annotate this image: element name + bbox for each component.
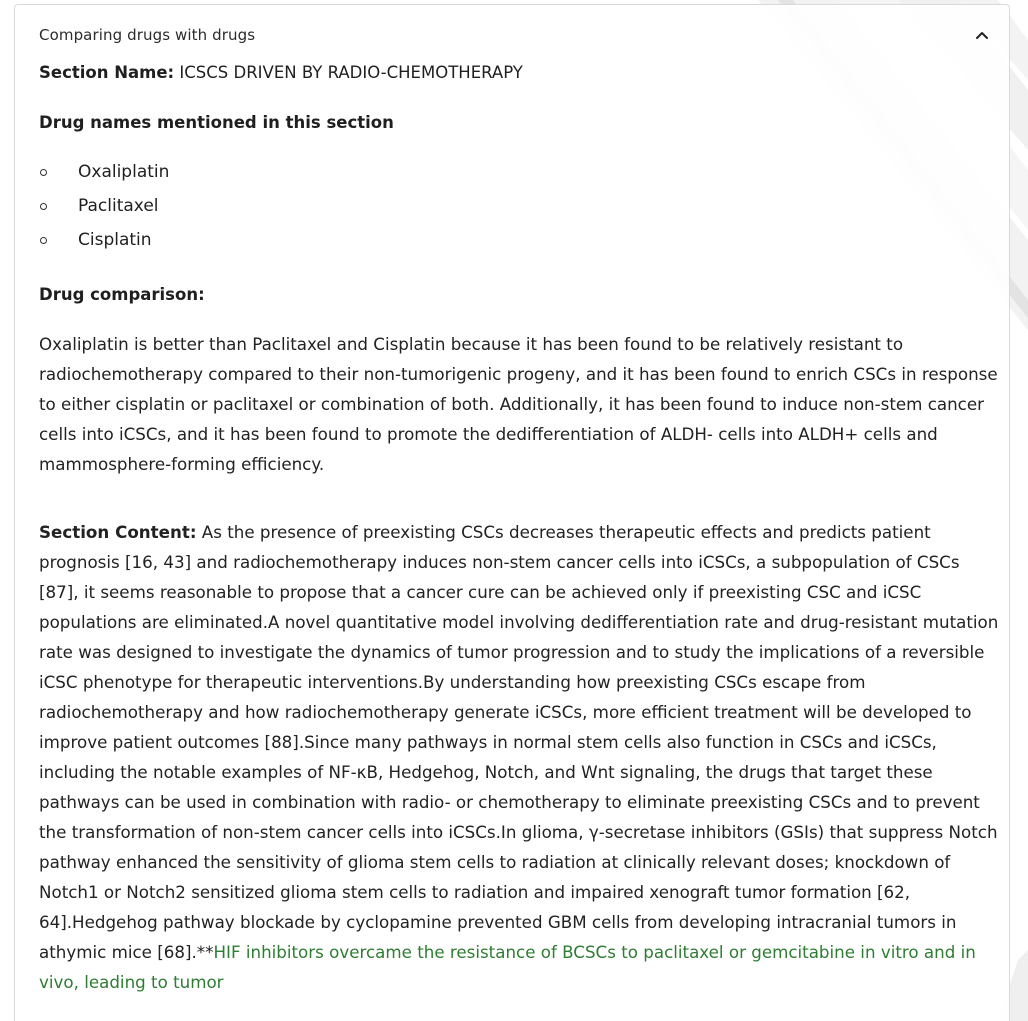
highlighted-text: HIF inhibitors overcame the resistance of BCSCs to paclitaxel or gemcitabine in vitro and in vivo, leading to tumor (39, 942, 976, 992)
list-item (39, 223, 999, 257)
section-content-label: Section Content: (39, 522, 197, 542)
drug-comparison-heading: Drug comparison: (39, 285, 205, 304)
panel-header[interactable] (39, 23, 985, 47)
list-item (39, 155, 999, 189)
section-name-value: ICSCS DRIVEN BY RADIO-CHEMOTHERAPY (174, 63, 523, 82)
panel-content (39, 61, 999, 997)
section-name-label: Section Name: (39, 63, 175, 82)
section-content-text: As the presence of preexisting CSCs decreases therapeutic effects and predicts patient prognosis [16, 43] and radiochemotherapy induces non-stem cancer cells into iCSCs, a subpopulation of CSCs [87], it seems reasonable to propose that a cancer cure can be achieved only if preexisting CSC and iCSC populations are eliminated.A novel quantitative model involving dedifferentiation rate and drug-resistant mutation rate was designed to investigate the dynamics of tumor progression and to study the implications of a reversible iCSC phenotype for therapeutic interventions.By understanding how preexisting CSCs escape from radiochemotherapy and how radiochemotherapy generate iCSCs, more efficient treatment will be developed to improve patient outcomes [88].Since many pathways in normal stem cells also function in CSCs and iCSCs, including the notable examples of NF-κB, Hedgehog, Notch, and Wnt signaling, the drugs that target these pathways can be used in combination with radio- or chemotherapy to eliminate preexisting CSCs and to prevent the transformation of non-stem cancer cells into iCSCs.In glioma, γ-secretase inhibitors (GSIs) that suppress Notch pathway enhanced the sensitivity of glioma stem cells to radiation at clinically relevant doses; knockdown of Notch1 or Notch2 sensitized glioma stem cells to radiation and impaired xenograft tumor formation [62, 64].Hedgehog pathway blockade by cyclopamine prevented GBM cells from developing intracranial tumors in athymic mice [68].** (39, 522, 999, 962)
bullet-icon (40, 237, 47, 244)
chevron-up-icon (975, 30, 989, 40)
drug-names-heading: Drug names mentioned in this section (39, 113, 394, 132)
drug-comparison-panel (14, 4, 1010, 1021)
bullet-icon (40, 169, 47, 176)
collapse-button[interactable] (971, 24, 993, 46)
drug-name: Cisplatin (78, 230, 152, 250)
drug-name: Paclitaxel (78, 196, 159, 216)
drug-comparison-text: Oxaliplatin is better than Paclitaxel and Cisplatin because it has been found to be relatively resistant to radiochemotherapy compared to their non-tumorigenic progeny, and it has been found to enrich CSCs in response to either cisplatin or paclitaxel or combination of both. Additionally, it has been found to induce non-stem cancer cells into iCSCs, and it has been found to promote the dedifferentiation of ALDH- cells into ALDH+ cells and mammosphere-forming efficiency. (39, 334, 998, 474)
list-item (39, 189, 999, 223)
drug-name: Oxaliplatin (78, 162, 170, 182)
panel-title: Comparing drugs with drugs (39, 26, 256, 44)
section-name (39, 61, 999, 85)
bullet-icon (40, 203, 47, 210)
drug-list (39, 155, 999, 257)
section-content (39, 517, 999, 997)
